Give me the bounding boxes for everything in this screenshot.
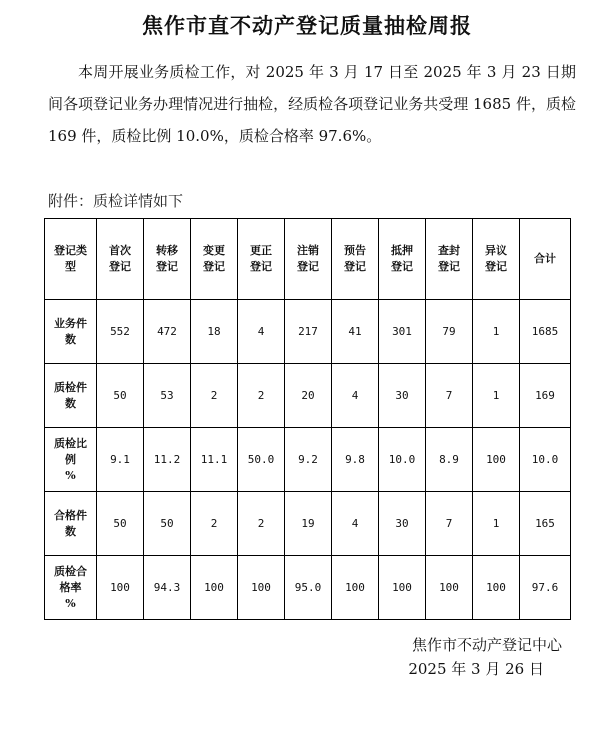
value-cell: 7 [426, 492, 473, 556]
value-cell: 50 [144, 492, 191, 556]
value-cell: 4 [332, 492, 379, 556]
row-label-cell: 质检比 例 % [45, 428, 97, 492]
value-cell: 100 [97, 556, 144, 620]
header-cell: 更正 登记 [238, 219, 285, 300]
value-cell: 97.6 [520, 556, 571, 620]
value-cell: 4 [238, 300, 285, 364]
row-label-cell: 质检件 数 [45, 364, 97, 428]
header-cell: 注销 登记 [285, 219, 332, 300]
value-cell: 2 [191, 364, 238, 428]
value-cell: 50.0 [238, 428, 285, 492]
row-label-cell: 合格件 数 [45, 492, 97, 556]
table-row [45, 556, 571, 620]
value-cell: 30 [379, 492, 426, 556]
row-label-cell: 业务件 数 [45, 300, 97, 364]
value-cell: 11.2 [144, 428, 191, 492]
value-cell: 100 [473, 556, 520, 620]
header-cell: 抵押 登记 [379, 219, 426, 300]
header-cell: 异议 登记 [473, 219, 520, 300]
value-cell: 100 [426, 556, 473, 620]
value-cell: 9.2 [285, 428, 332, 492]
value-cell: 20 [285, 364, 332, 428]
value-cell: 100 [473, 428, 520, 492]
attachment-note: 附件：质检详情如下 [48, 192, 184, 210]
document-title: 焦作市直不动产登记质量抽检周报 [142, 13, 472, 38]
value-cell: 4 [332, 364, 379, 428]
table-row [45, 364, 571, 428]
value-cell: 2 [191, 492, 238, 556]
value-cell: 79 [426, 300, 473, 364]
value-cell: 169 [520, 364, 571, 428]
value-cell: 11.1 [191, 428, 238, 492]
header-cell: 转移 登记 [144, 219, 191, 300]
header-cell: 预告 登记 [332, 219, 379, 300]
table-row [45, 492, 571, 556]
footer-organization: 焦作市不动产登记中心 [411, 636, 562, 654]
value-cell: 9.8 [332, 428, 379, 492]
row-label-cell: 质检合 格率 % [45, 556, 97, 620]
summary-paragraph: 本周开展业务质检工作，对 2025 年 3 月 17 日至 2025 年 3 月 23 日期间各项登记业务办理情况进行抽检，经质检各项登记业务共受理 1685 件，质检 169 件，质检比例 10.0%，质检合格率 97.6%。 [48, 63, 576, 145]
value-cell: 552 [97, 300, 144, 364]
value-cell: 53 [144, 364, 191, 428]
value-cell: 50 [97, 492, 144, 556]
table-header-row [45, 219, 571, 300]
value-cell: 100 [379, 556, 426, 620]
value-cell: 7 [426, 364, 473, 428]
value-cell: 2 [238, 492, 285, 556]
value-cell: 100 [332, 556, 379, 620]
value-cell: 9.1 [97, 428, 144, 492]
value-cell: 1 [473, 492, 520, 556]
header-cell: 变更 登记 [191, 219, 238, 300]
value-cell: 50 [97, 364, 144, 428]
value-cell: 100 [191, 556, 238, 620]
value-cell: 1685 [520, 300, 571, 364]
table-row [45, 428, 571, 492]
header-cell: 查封 登记 [426, 219, 473, 300]
table-row [45, 300, 571, 364]
value-cell: 2 [238, 364, 285, 428]
value-cell: 1 [473, 300, 520, 364]
value-cell: 1 [473, 364, 520, 428]
header-cell: 首次 登记 [97, 219, 144, 300]
value-cell: 10.0 [520, 428, 571, 492]
inspection-table [44, 218, 571, 620]
value-cell: 100 [238, 556, 285, 620]
header-cell-type: 登记类 型 [45, 219, 97, 300]
footer-date: 2025 年 3 月 26 日 [408, 660, 544, 678]
value-cell: 95.0 [285, 556, 332, 620]
value-cell: 41 [332, 300, 379, 364]
value-cell: 472 [144, 300, 191, 364]
value-cell: 18 [191, 300, 238, 364]
header-cell: 合计 [520, 219, 571, 300]
value-cell: 10.0 [379, 428, 426, 492]
value-cell: 217 [285, 300, 332, 364]
value-cell: 19 [285, 492, 332, 556]
value-cell: 301 [379, 300, 426, 364]
value-cell: 94.3 [144, 556, 191, 620]
value-cell: 8.9 [426, 428, 473, 492]
value-cell: 165 [520, 492, 571, 556]
value-cell: 30 [379, 364, 426, 428]
